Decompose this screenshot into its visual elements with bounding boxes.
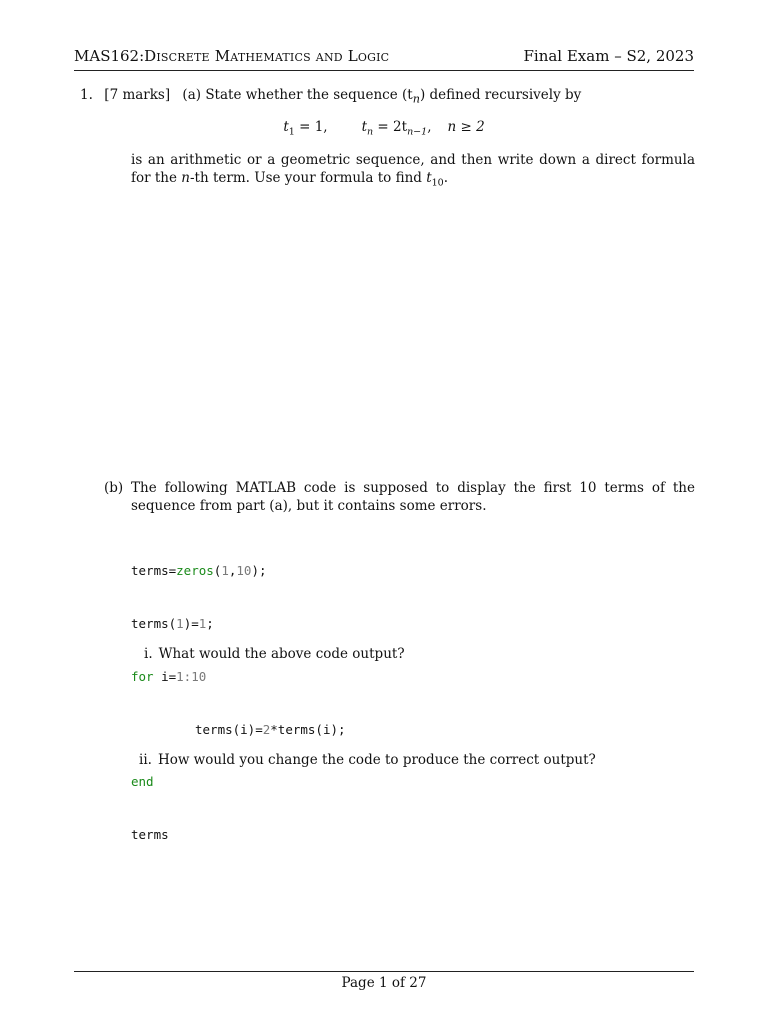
eq-t1: $t_1 = 1$, (283, 119, 328, 138)
course-code: MAS162: (74, 47, 145, 65)
part-a-body: is an arithmetic or a geometric sequence, and then write down a direct formula for the n-th term. Use your formula to find $t_{10}$. (131, 152, 695, 189)
header-course (74, 47, 389, 65)
code-line-3: for i=1:10 (131, 668, 207, 684)
eq-condition: n ≥ 2 (447, 119, 485, 135)
code-line-2: terms(1)=1; (131, 615, 214, 631)
code-line-1: terms=zeros(1,10); (131, 563, 267, 579)
part-a-intro: State whether the sequence $(t_n)$ defined recursively by (205, 87, 582, 106)
code-line-4: terms(i)=2*terms(i); (195, 721, 346, 737)
part-b-label: (b) (104, 480, 124, 496)
course-name: Discrete Mathematics and Logic (144, 47, 390, 65)
header-exam: Final Exam – S2, 2023 (523, 47, 694, 65)
question-1-heading (80, 87, 581, 106)
subquestion-ii (139, 752, 596, 768)
recurrence-equation (0, 119, 768, 138)
code-line-5: end (131, 774, 154, 790)
subquestion-ii-text: How would you change the code to produce the correct output? (157, 752, 596, 768)
page-number: Page 1 of 27 (341, 975, 427, 991)
part-a-label: (a) (182, 87, 202, 103)
footer-rule (74, 971, 694, 972)
subquestion-i (144, 646, 405, 662)
matlab-code-block (131, 527, 346, 861)
subquestion-ii-label: ii. (139, 752, 152, 768)
eq-tn: $t_n = 2t_{n-1}$, (361, 119, 432, 138)
part-b-text: The following MATLAB code is supposed to display the first 10 terms of the sequence from part (a), but it contains some errors. (131, 480, 695, 514)
code-line-6: terms (131, 827, 169, 843)
question-number: 1. (80, 87, 93, 103)
subquestion-i-label: i. (144, 646, 153, 662)
part-b (104, 479, 695, 515)
subquestion-i-text: What would the above code output? (158, 646, 405, 662)
question-marks: [7 marks] (104, 87, 171, 103)
header-rule (74, 70, 694, 71)
